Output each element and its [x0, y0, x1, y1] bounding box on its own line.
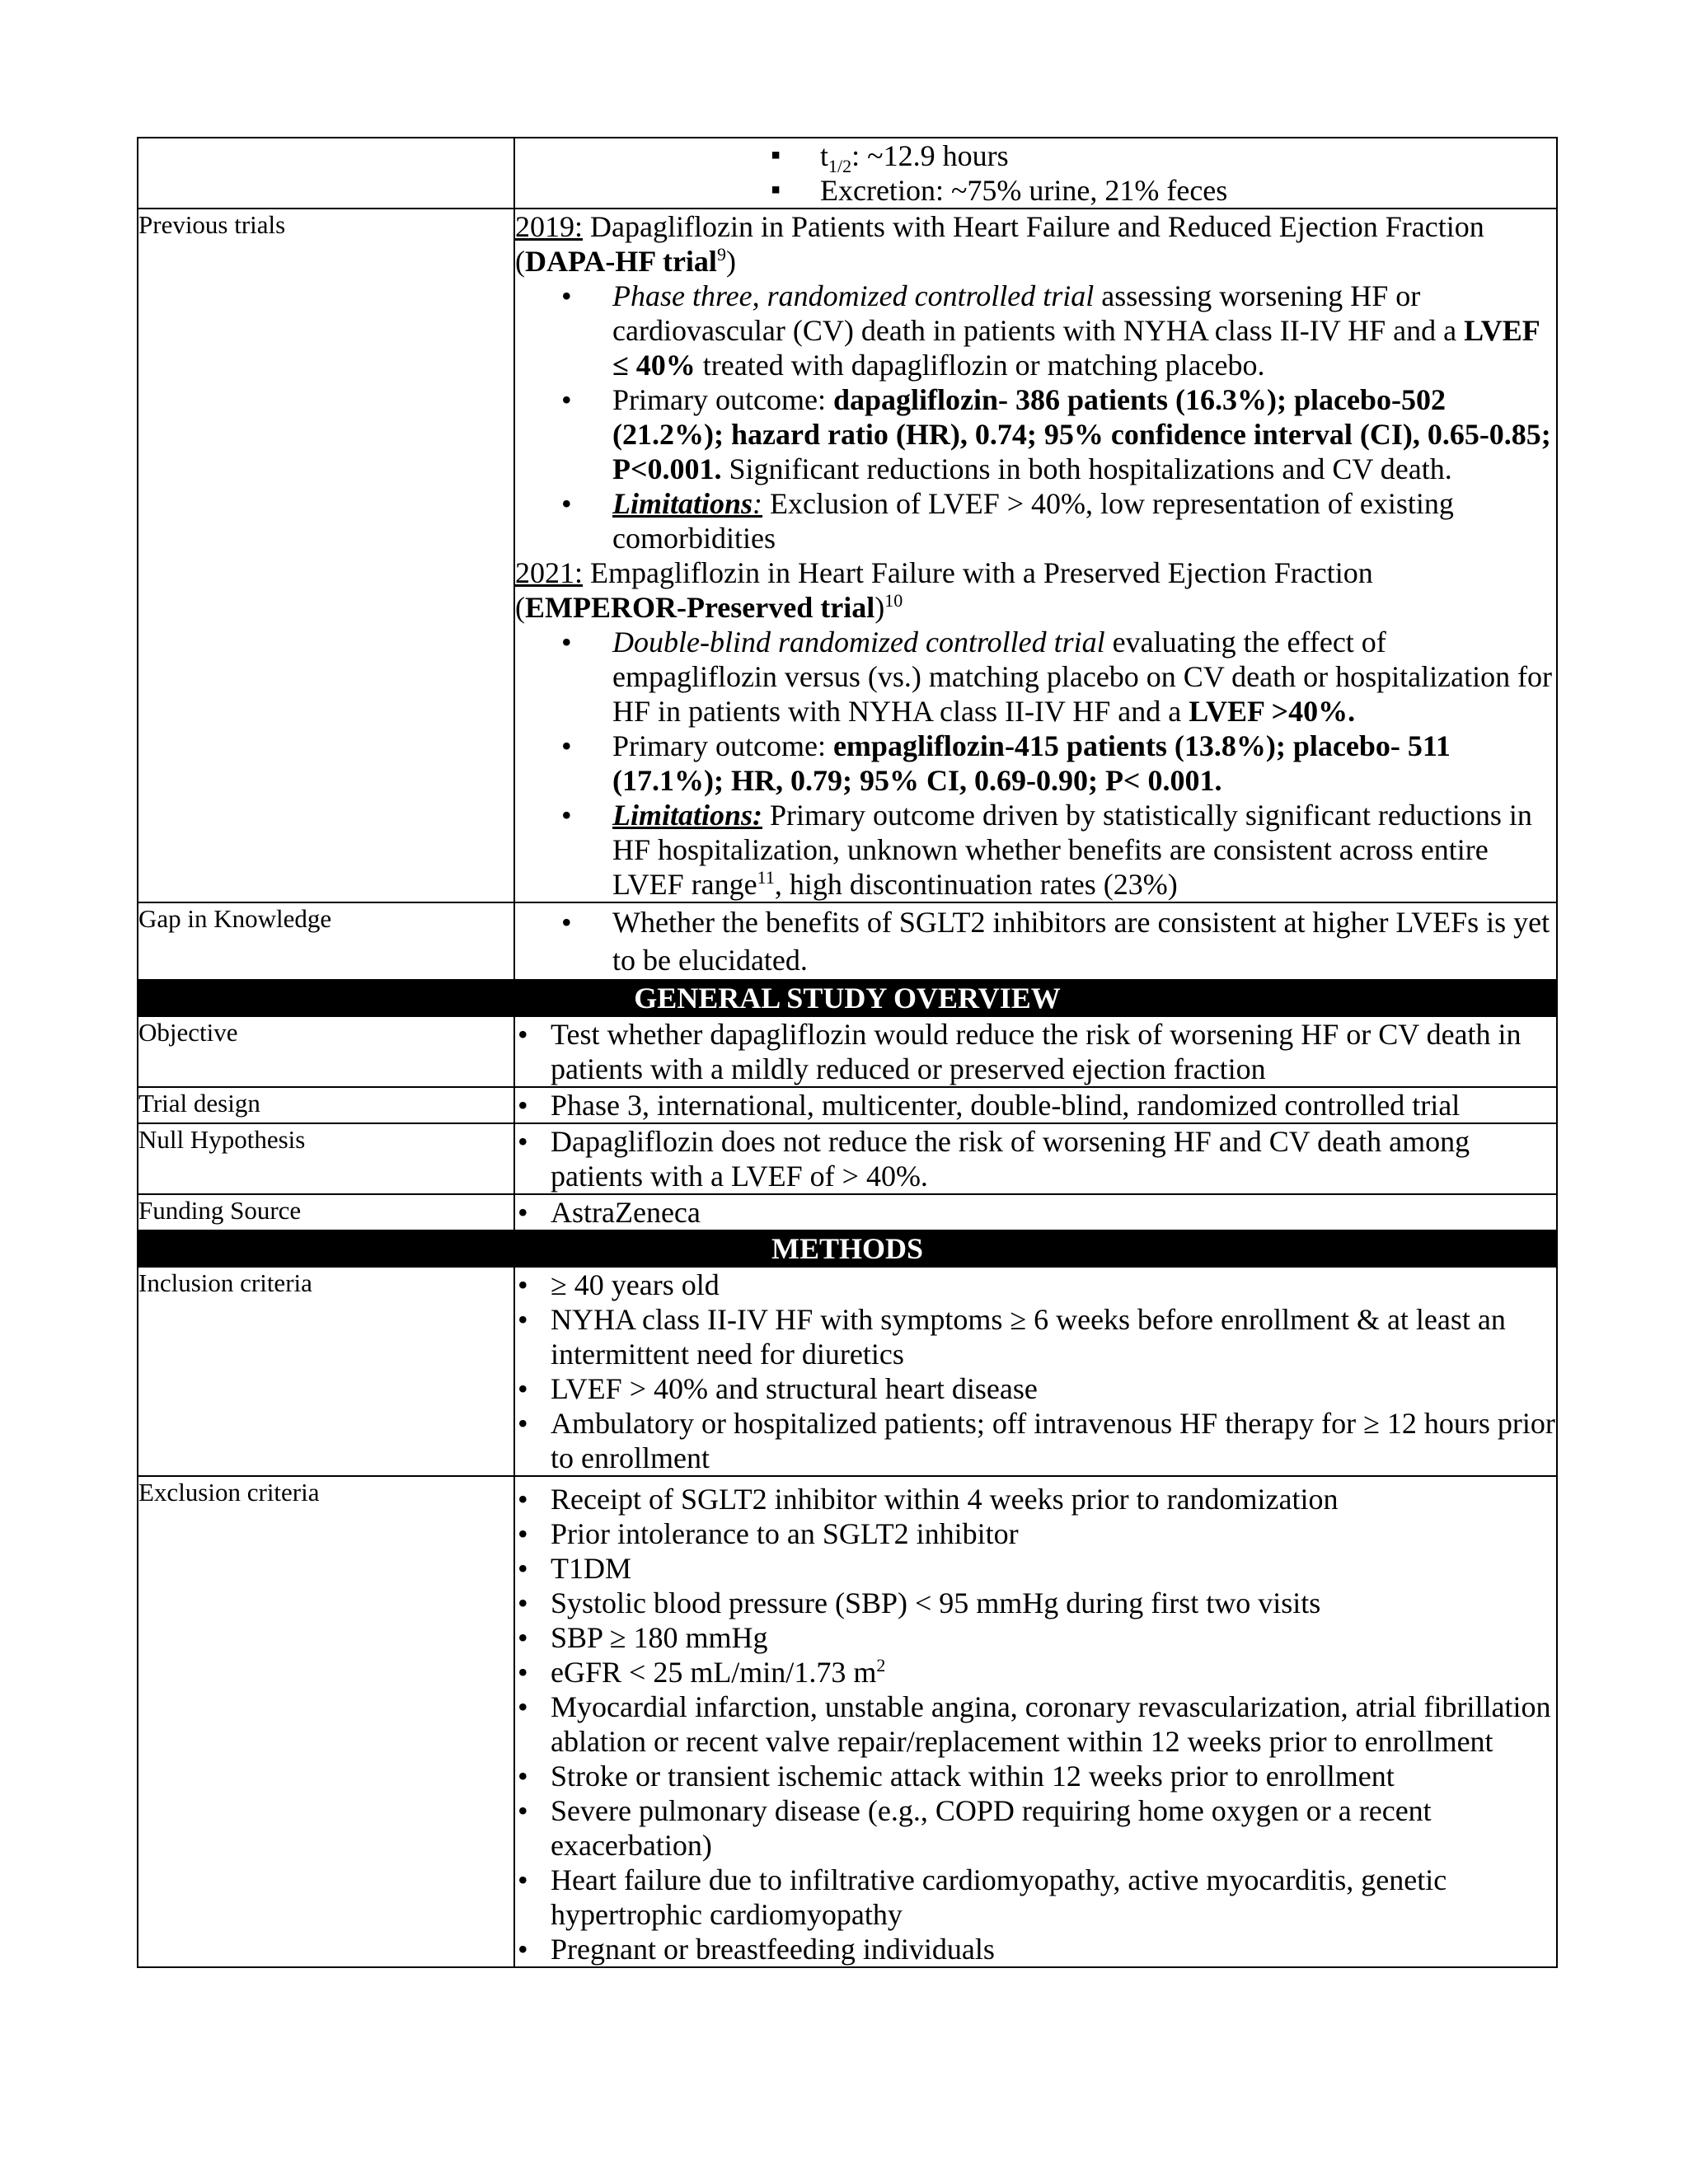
- list-item: • SBP ≥ 180 mmHg: [551, 1620, 1556, 1655]
- study-summary-table: [137, 137, 1558, 1968]
- trial1-design-text: assessing worsening HF or cardiovascular (CV) death in patients with NYHA class II-IV HF and a: [612, 279, 1465, 347]
- trial2-limitations-item: [612, 798, 1556, 902]
- previous-trials-content: [514, 209, 1557, 902]
- funding-list: [515, 1195, 1556, 1230]
- list-item: • Severe pulmonary disease (e.g., COPD requiring home oxygen or a recent exacerbation): [551, 1793, 1556, 1863]
- trial1-limitations-item: [612, 486, 1556, 555]
- trial1-paren-close: ): [725, 245, 736, 278]
- gap-list: [515, 903, 1556, 979]
- trial1-limitations-colon: :: [753, 487, 763, 520]
- methods-header-row: [138, 1230, 1557, 1267]
- null-hypothesis-list: [515, 1124, 1556, 1193]
- funding-row: [138, 1194, 1557, 1230]
- trial1-design-item: [612, 279, 1556, 382]
- list-item: • Prior intolerance to an SGLT2 inhibitor: [551, 1516, 1556, 1551]
- list-item: • Heart failure due to infiltrative cardiomyopathy, active myocarditis, genetic hypertrophic cardiomyopathy: [551, 1863, 1556, 1932]
- egfr-superscript: 2: [876, 1655, 886, 1675]
- trial2-limitations-label: Limitations:: [612, 799, 763, 832]
- list-item: • Ambulatory or hospitalized patients; off intravenous HF therapy for ≥ 12 hours prior to enrollment: [551, 1406, 1556, 1475]
- list-item: • Myocardial infarction, unstable angina, coronary revascularization, atrial fibrillation ablation or recent valve repair/replacement within 12 weeks prior to enrollment: [551, 1690, 1556, 1759]
- trial-design-list: [515, 1088, 1556, 1122]
- trial2-year: 2021:: [515, 556, 584, 589]
- trial-design-item: • Phase 3, international, multicenter, double-blind, randomized controlled trial: [551, 1088, 1556, 1122]
- section-heading-methods: METHODS: [138, 1230, 1557, 1267]
- trial2-heading: [515, 555, 1556, 625]
- egfr-text: eGFR < 25 mL/min/1.73 m: [551, 1656, 877, 1689]
- inclusion-row: [138, 1267, 1557, 1476]
- null-hypothesis-label: Null Hypothesis: [138, 1123, 514, 1194]
- gap-content: [514, 902, 1557, 980]
- trial1-lvef: LVEF ≤ 40%: [612, 314, 1540, 382]
- egfr-item: [551, 1655, 1556, 1690]
- trial1-limitations-label: Limitations: [612, 487, 753, 520]
- trial1-heading: [515, 209, 1556, 279]
- trial2-design-item: [612, 625, 1556, 729]
- trial2-outcome-results: empagliflozin-415 patients (13.8%); placebo- 511 (17.1%); HR, 0.79; 95% CI, 0.69-0.90; P< 0.001.: [612, 729, 1451, 797]
- list-item: • Pregnant or breastfeeding individuals: [551, 1932, 1556, 1966]
- trial-design-label: Trial design: [138, 1087, 514, 1123]
- inclusion-list: [515, 1268, 1556, 1475]
- half-life-subscript: 1/2: [828, 156, 852, 177]
- trial2-outcome-item: [612, 729, 1556, 798]
- trial2-design-text: evaluating the effect of empagliflozin versus (vs.) matching placebo on CV death or hospitalization for HF in patients with NYHA class II-IV HF and a: [612, 626, 1553, 728]
- gap-item: • Whether the benefits of SGLT2 inhibitors are consistent at higher LVEFs is yet to be elucidated.: [612, 903, 1556, 979]
- list-item: • LVEF > 40% and structural heart disease: [551, 1371, 1556, 1406]
- exclusion-row: [138, 1476, 1557, 1967]
- trial1-ref: 9: [716, 244, 726, 265]
- inclusion-label: Inclusion criteria: [138, 1267, 514, 1476]
- objective-content: [514, 1016, 1557, 1087]
- trial1-outcome-item: [612, 382, 1556, 486]
- trial2-paren-close: ): [874, 591, 885, 624]
- list-item: • Receipt of SGLT2 inhibitor within 4 weeks prior to randomization: [551, 1482, 1556, 1516]
- half-life-symbol: t: [820, 139, 829, 172]
- trial1-paren-open: (: [515, 245, 525, 278]
- objective-label: Objective: [138, 1016, 514, 1087]
- pk-content-cell: [514, 138, 1557, 209]
- pk-row: [138, 138, 1557, 209]
- half-life-value: : ~12.9 hours: [851, 139, 1009, 172]
- inclusion-content: [514, 1267, 1557, 1476]
- trial2-limitations-tail: , high discontinuation rates (23%): [774, 868, 1178, 901]
- trial2-lvef: LVEF >40%.: [1189, 695, 1356, 728]
- objective-item: • Test whether dapagliflozin would reduce the risk of worsening HF or CV death in patients with a mildly reduced or preserved ejection fraction: [551, 1017, 1556, 1086]
- trial2-ref: 10: [884, 590, 903, 611]
- trial1-design-tail: treated with dapagliflozin or matching placebo.: [695, 349, 1265, 382]
- trial1-title: Dapagliflozin in Patients with Heart Failure and Reduced Ejection Fraction: [583, 210, 1484, 243]
- trial1-name: DAPA-HF trial: [525, 245, 717, 278]
- trial1-outcome-note: Significant reductions in both hospitalizations and CV death.: [721, 452, 1452, 485]
- section-heading-overview: GENERAL STUDY OVERVIEW: [138, 980, 1557, 1016]
- trial1-bullets: [515, 279, 1556, 555]
- trial1-design-type: Phase three, randomized controlled trial: [612, 279, 1095, 312]
- trial1-limitations-text: Exclusion of LVEF > 40%, low representation of existing comorbidities: [612, 487, 1454, 555]
- trial1-outcome-results: dapagliflozin- 386 patients (16.3%); placebo-502 (21.2%); hazard ratio (HR), 0.74; 95% confidence interval (CI), 0.65-0.85; P<0.001.: [612, 383, 1551, 485]
- trial2-limitations-text: Primary outcome driven by statistically significant reductions in HF hospitalization, unknown whether benefits are consistent across entire LVEF range: [612, 799, 1532, 901]
- trial2-limitations-ref: 11: [757, 867, 775, 888]
- list-item: • T1DM: [551, 1551, 1556, 1586]
- pk-label-cell: [138, 138, 514, 209]
- list-item: • ≥ 40 years old: [551, 1268, 1556, 1302]
- trial1-year: 2019:: [515, 210, 584, 243]
- objective-list: [515, 1017, 1556, 1086]
- exclusion-list: [515, 1477, 1556, 1966]
- list-item: • NYHA class II-IV HF with symptoms ≥ 6 weeks before enrollment & at least an intermittent need for diuretics: [551, 1302, 1556, 1371]
- null-hypothesis-item: • Dapagliflozin does not reduce the risk of worsening HF and CV death among patients with a LVEF of > 40%.: [551, 1124, 1556, 1193]
- trial-design-row: [138, 1087, 1557, 1123]
- null-hypothesis-row: [138, 1123, 1557, 1194]
- pk-list: [515, 138, 1556, 208]
- exclusion-label: Exclusion criteria: [138, 1476, 514, 1967]
- funding-label: Funding Source: [138, 1194, 514, 1230]
- trial2-outcome-label: Primary outcome:: [612, 729, 833, 762]
- excretion-item: ▪ Excretion: ~75% urine, 21% feces: [820, 173, 1556, 208]
- overview-header-row: [138, 980, 1557, 1016]
- trial2-name: EMPEROR-Preserved trial: [525, 591, 875, 624]
- list-item: • Stroke or transient ischemic attack within 12 weeks prior to enrollment: [551, 1759, 1556, 1793]
- exclusion-content: [514, 1476, 1557, 1967]
- previous-trials-label: Previous trials: [138, 209, 514, 902]
- gap-label: Gap in Knowledge: [138, 902, 514, 980]
- funding-content: [514, 1194, 1557, 1230]
- funding-item: • AstraZeneca: [551, 1195, 1556, 1230]
- trial2-design-type: Double-blind randomized controlled trial: [612, 626, 1105, 658]
- half-life-item: [820, 138, 1556, 177]
- trial2-title: Empagliflozin in Heart Failure with a Preserved Ejection Fraction: [583, 556, 1373, 589]
- list-item: • Systolic blood pressure (SBP) < 95 mmHg during first two visits: [551, 1586, 1556, 1620]
- previous-trials-row: [138, 209, 1557, 902]
- objective-row: [138, 1016, 1557, 1087]
- trial2-bullets: [515, 625, 1556, 902]
- trial-design-content: [514, 1087, 1557, 1123]
- trial1-outcome-label: Primary outcome:: [612, 383, 833, 416]
- null-hypothesis-content: [514, 1123, 1557, 1194]
- trial2-paren-open: (: [515, 591, 525, 624]
- gap-row: [138, 902, 1557, 980]
